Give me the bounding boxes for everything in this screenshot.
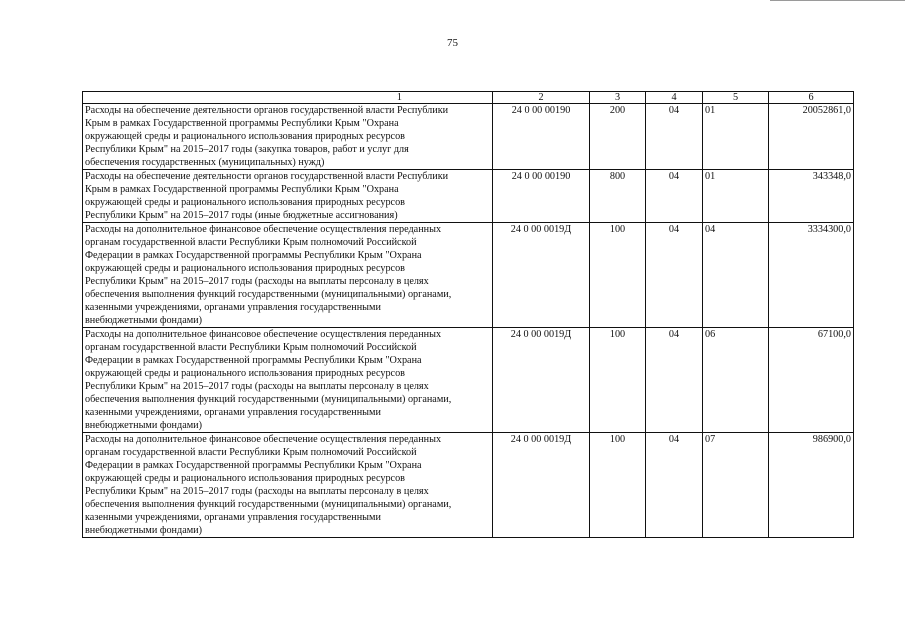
row-code: 24 0 00 0019Д xyxy=(493,328,590,433)
table-row xyxy=(83,170,854,223)
row-amount: 67100,0 xyxy=(769,328,854,433)
header-col-4: 4 xyxy=(646,92,703,104)
row-description: Расходы на обеспечение деятельности органов государственной власти Республики Крым в рамках Государственной программы Республики Крым "Охрана окружающей среды и рационального использования природных ресурсов Республики Крым" на 2015–2017 годы (закупка товаров, работ и услуг для обеспечения государственных (муниципальных) нужд) xyxy=(83,104,493,170)
row-code: 24 0 00 00190 xyxy=(493,104,590,170)
row-col-5: 01 xyxy=(703,104,769,170)
row-col-5: 06 xyxy=(703,328,769,433)
row-col-5: 04 xyxy=(703,223,769,328)
row-amount: 3334300,0 xyxy=(769,223,854,328)
row-col-4: 04 xyxy=(646,328,703,433)
row-col-3: 100 xyxy=(590,433,646,538)
row-col-3: 200 xyxy=(590,104,646,170)
scan-edge-line xyxy=(770,0,905,1)
page-number: 75 xyxy=(447,37,458,49)
table-row xyxy=(83,433,854,538)
row-col-4: 04 xyxy=(646,104,703,170)
row-col-3: 100 xyxy=(590,223,646,328)
row-amount: 343348,0 xyxy=(769,170,854,223)
header-col-1: 1 xyxy=(83,92,493,104)
row-col-4: 04 xyxy=(646,170,703,223)
row-col-3: 100 xyxy=(590,328,646,433)
row-code: 24 0 00 0019Д xyxy=(493,433,590,538)
header-col-3: 3 xyxy=(590,92,646,104)
header-row xyxy=(83,92,854,104)
header-col-2: 2 xyxy=(493,92,590,104)
row-col-5: 07 xyxy=(703,433,769,538)
budget-table xyxy=(82,91,854,538)
row-col-4: 04 xyxy=(646,223,703,328)
header-col-6: 6 xyxy=(769,92,854,104)
table-row xyxy=(83,104,854,170)
row-code: 24 0 00 00190 xyxy=(493,170,590,223)
row-amount: 986900,0 xyxy=(769,433,854,538)
row-col-3: 800 xyxy=(590,170,646,223)
row-code: 24 0 00 0019Д xyxy=(493,223,590,328)
table-row xyxy=(83,223,854,328)
row-description: Расходы на дополнительное финансовое обеспечение осуществления переданных органам государственной власти Республики Крым полномочий Российской Федерации в рамках Государственной программы Республики Крым "Охрана окружающей среды и рационального использования природных ресурсов Республики Крым" на 2015–2017 годы (расходы на выплаты персоналу в целях обеспечения выполнения функций государственными (муниципальными) органами, казенными учреждениями, органами управления государственными внебюджетными фондами) xyxy=(83,223,493,328)
row-description: Расходы на дополнительное финансовое обеспечение осуществления переданных органам государственной власти Республики Крым полномочий Российской Федерации в рамках Государственной программы Республики Крым "Охрана окружающей среды и рационального использования природных ресурсов Республики Крым" на 2015–2017 годы (расходы на выплаты персоналу в целях обеспечения выполнения функций государственными (муниципальными) органами, казенными учреждениями, органами управления государственными внебюджетными фондами) xyxy=(83,433,493,538)
row-amount: 20052861,0 xyxy=(769,104,854,170)
row-description: Расходы на обеспечение деятельности органов государственной власти Республики Крым в рамках Государственной программы Республики Крым "Охрана окружающей среды и рационального использования природных ресурсов Республики Крым" на 2015–2017 годы (иные бюджетные ассигнования) xyxy=(83,170,493,223)
row-description: Расходы на дополнительное финансовое обеспечение осуществления переданных органам государственной власти Республики Крым полномочий Российской Федерации в рамках Государственной программы Республики Крым "Охрана окружающей среды и рационального использования природных ресурсов Республики Крым" на 2015–2017 годы (расходы на выплаты персоналу в целях обеспечения выполнения функций государственными (муниципальными) органами, казенными учреждениями, органами управления государственными внебюджетными фондами) xyxy=(83,328,493,433)
header-col-5: 5 xyxy=(703,92,769,104)
row-col-5: 01 xyxy=(703,170,769,223)
row-col-4: 04 xyxy=(646,433,703,538)
table-row xyxy=(83,328,854,433)
